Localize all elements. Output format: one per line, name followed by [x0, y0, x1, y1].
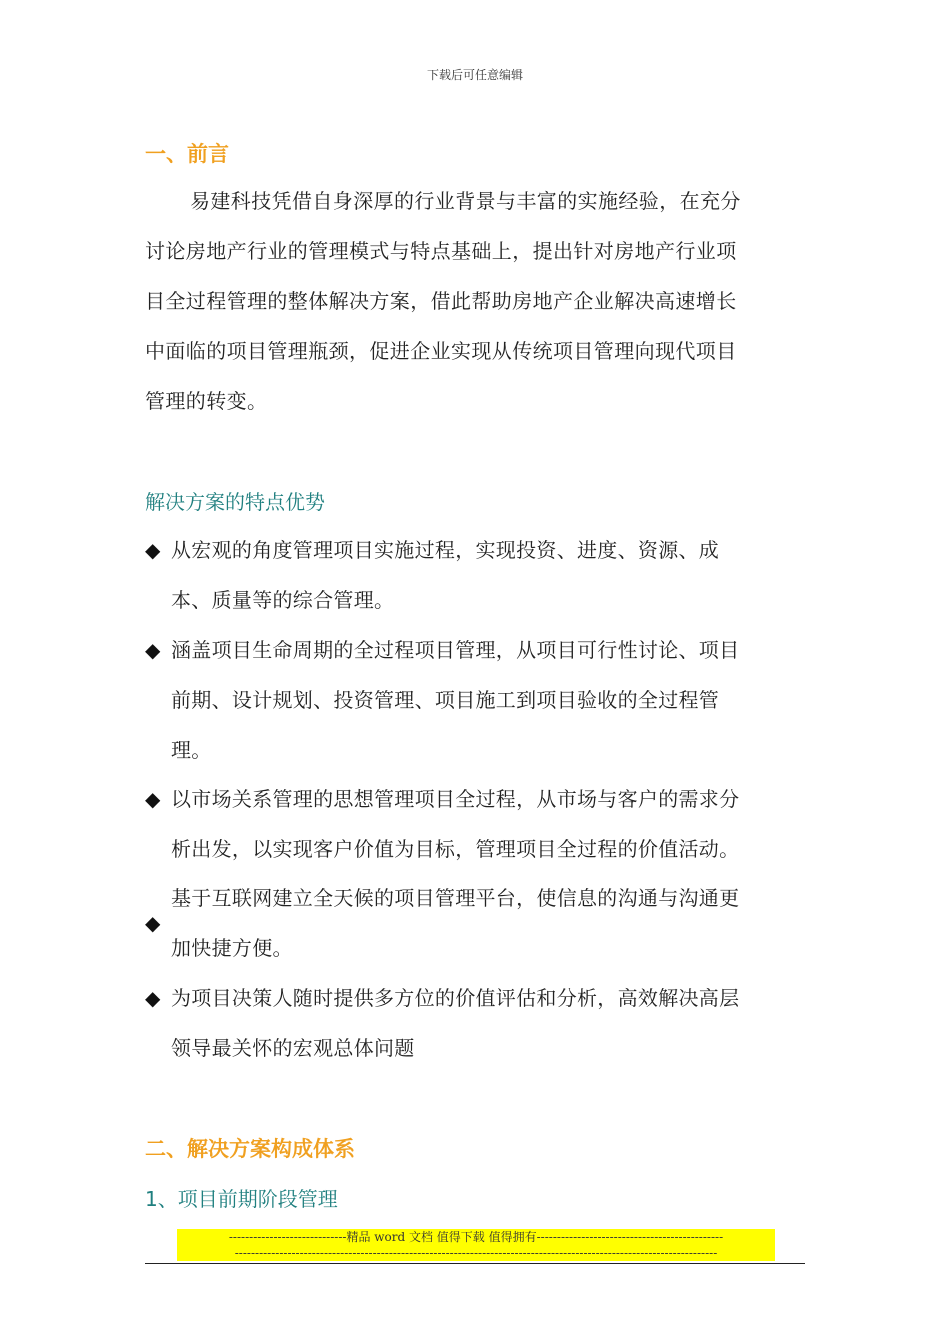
- page-header: 下载后可任意编辑: [426, 68, 523, 82]
- footer-dash-line: -----------------------------------------------------------------------------------------------------------------------: [177, 1245, 775, 1261]
- diamond-bullet-icon: ◆: [145, 911, 161, 935]
- footer-banner-line: -----------------------------精品 word 文档 值得下载 值得拥有----------------------------------------------: [177, 1229, 775, 1245]
- feature-item: ◆ 涵盖项目生命周期的全过程项目管理，从项目可行性讨论、项目 前期、设计规划、投资管理、项目施工到项目验收的全过程管 理。: [145, 625, 805, 775]
- preface-line: 讨论房地产行业的管理模式与特点基础上，提出针对房地产行业项: [145, 239, 737, 263]
- diamond-bullet-icon: ◆: [145, 787, 161, 811]
- feature-item: ◆ 基于互联网建立全天候的项目管理平台，使信息的沟通与沟通更 加快捷方便。: [145, 886, 740, 960]
- preface-line: 目全过程管理的整体解决方案，借此帮助房地产企业解决高速增长: [145, 289, 737, 313]
- feature-item: ◆ 以市场关系管理的思想管理项目全过程，从市场与客户的需求分 析出发，以实现客户价值为目标，管理项目全过程的价值活动。: [145, 774, 805, 874]
- preface-line: 易建科技凭借自身深厚的行业背景与丰富的实施经验，在充分: [190, 189, 741, 213]
- section-title-system: 二、解决方案构成体系: [145, 1137, 355, 1161]
- preface-line: 管理的转变。: [145, 389, 268, 413]
- diamond-bullet-icon: ◆: [145, 538, 161, 562]
- footer-divider: [145, 1263, 805, 1264]
- features-title: 解决方案的特点优势: [145, 490, 325, 514]
- section-title-preface: 一、前言: [145, 142, 229, 166]
- preface-paragraph: [145, 176, 805, 426]
- preface-line: 中面临的项目管理瓶颈，促进企业实现从传统项目管理向现代项目: [145, 339, 737, 363]
- diamond-bullet-icon: ◆: [145, 986, 161, 1010]
- feature-item: ◆ 为项目决策人随时提供多方位的价值评估和分析，高效解决高层 领导最关怀的宏观总体问题: [145, 973, 805, 1073]
- diamond-bullet-icon: ◆: [145, 638, 161, 662]
- feature-item: ◆ 从宏观的角度管理项目实施过程，实现投资、进度、资源、成 本、质量等的综合管理。: [145, 525, 805, 625]
- subsection-title: 1、项目前期阶段管理: [145, 1187, 338, 1211]
